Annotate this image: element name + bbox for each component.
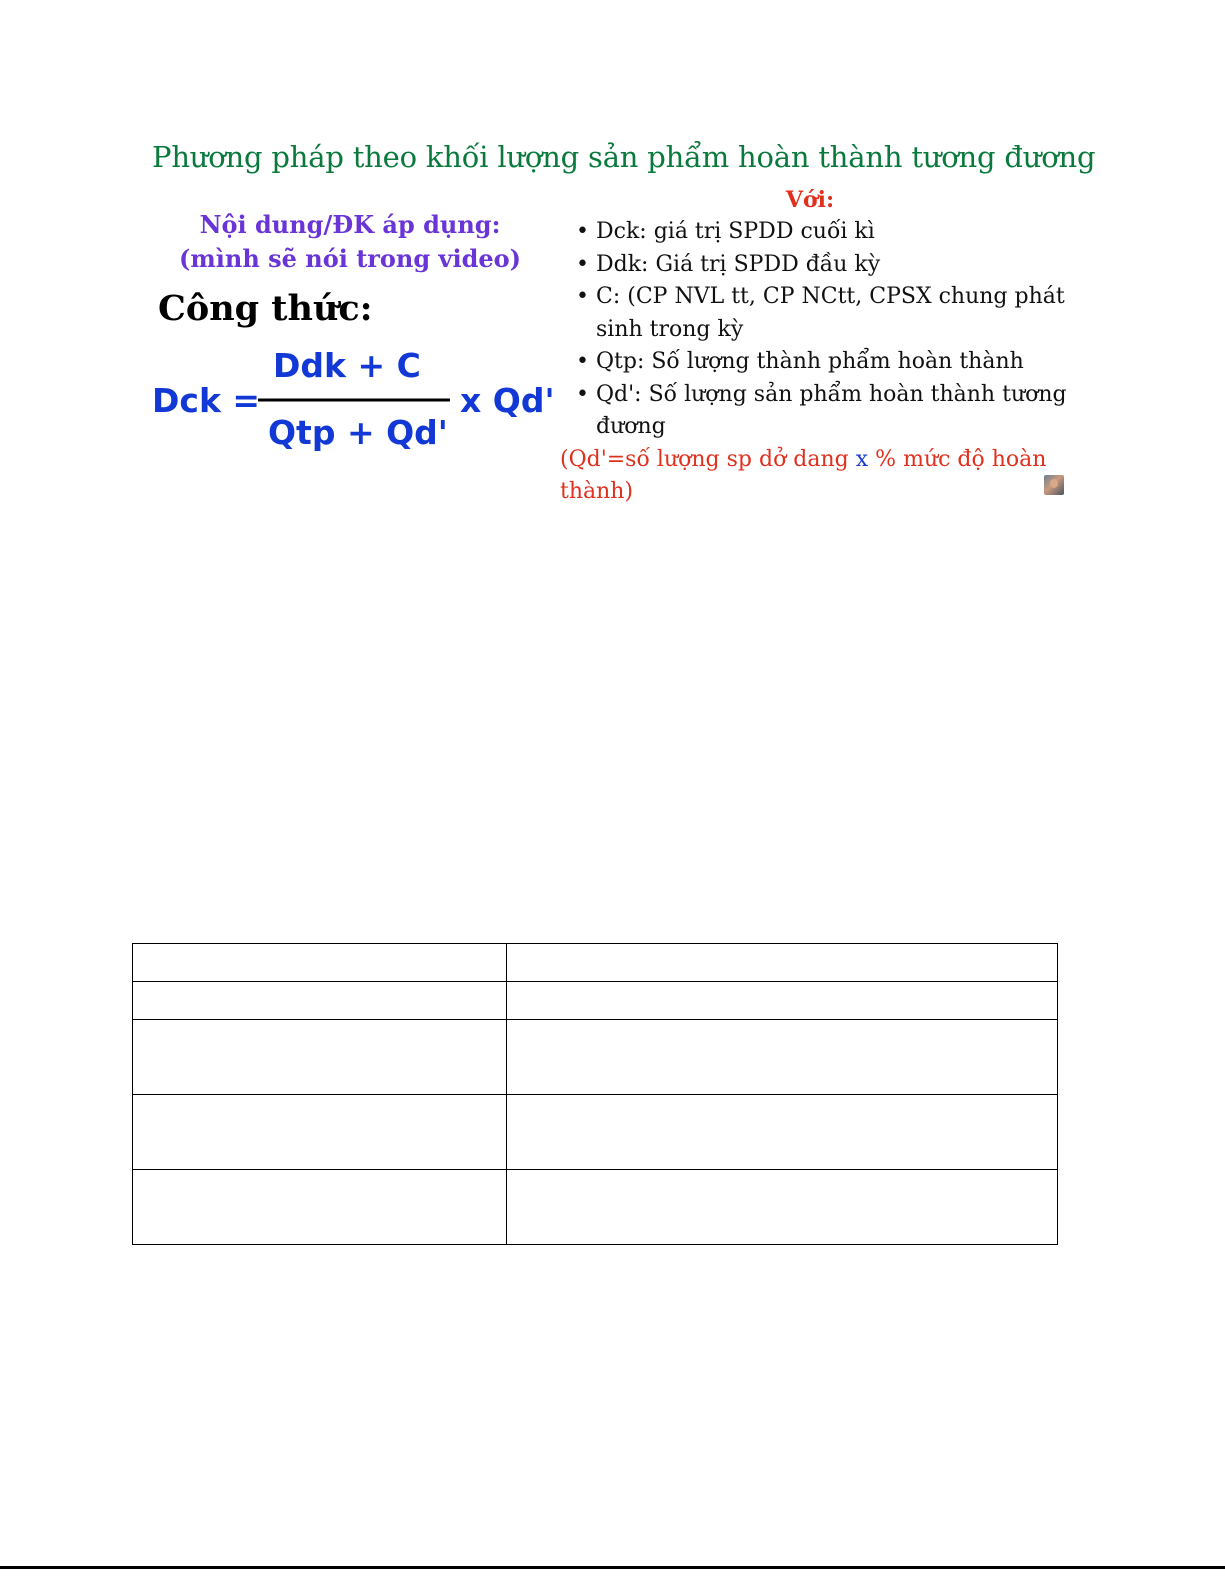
author-avatar bbox=[1044, 475, 1064, 495]
definition-item: • Dck: giá trị SPDD cuối kì bbox=[560, 216, 1080, 249]
table-row bbox=[133, 1020, 1058, 1095]
qd-note bbox=[560, 444, 1080, 508]
table-cell bbox=[133, 982, 507, 1020]
formula-denominator: Qtp + Qd' bbox=[268, 413, 448, 452]
note-multiply-sign: x bbox=[855, 446, 869, 472]
definition-item: • Qd': Số lượng sản phẩm hoàn thành tương đương bbox=[560, 379, 1080, 444]
table-row bbox=[133, 1170, 1058, 1245]
with-label: Với: bbox=[785, 187, 835, 213]
note-part1: (Qd'=số lượng sp dở dang bbox=[560, 446, 856, 472]
blank-table bbox=[132, 943, 1058, 1245]
apply-subheading: (mình sẽ nói trong video) bbox=[179, 244, 521, 273]
table-row bbox=[133, 1095, 1058, 1170]
table-cell bbox=[507, 1170, 1058, 1245]
apply-heading: Nội dung/ĐK áp dụng: bbox=[199, 210, 501, 239]
table-cell bbox=[507, 1020, 1058, 1095]
definition-item: • Ddk: Giá trị SPDD đầu kỳ bbox=[560, 249, 1080, 282]
apply-section bbox=[150, 208, 550, 276]
page-title: Phương pháp theo khối lượng sản phẩm hoàn thành tương đương bbox=[152, 140, 1096, 174]
formula bbox=[152, 340, 562, 465]
table-cell bbox=[507, 1095, 1058, 1170]
formula-multiplier: x Qd' bbox=[460, 381, 555, 420]
table-row bbox=[133, 982, 1058, 1020]
definitions-section bbox=[560, 186, 1080, 508]
table-row bbox=[133, 944, 1058, 982]
table-cell bbox=[133, 1170, 507, 1245]
definition-item: • C: (CP NVL tt, CP NCtt, CPSX chung phát sinh trong kỳ bbox=[560, 281, 1080, 346]
formula-heading: Công thức: bbox=[158, 288, 373, 329]
definition-list bbox=[560, 216, 1080, 444]
formula-lhs: Dck = bbox=[152, 381, 261, 420]
table-cell bbox=[133, 944, 507, 982]
definition-item: • Qtp: Số lượng thành phẩm hoàn thành bbox=[560, 346, 1080, 379]
table-cell bbox=[507, 944, 1058, 982]
formula-numerator: Ddk + C bbox=[273, 346, 421, 385]
table-cell bbox=[133, 1020, 507, 1095]
table-cell bbox=[507, 982, 1058, 1020]
table-cell bbox=[133, 1095, 507, 1170]
note-part2: % mức độ hoàn thành) bbox=[560, 446, 1047, 504]
page-bottom-border bbox=[0, 1566, 1225, 1569]
